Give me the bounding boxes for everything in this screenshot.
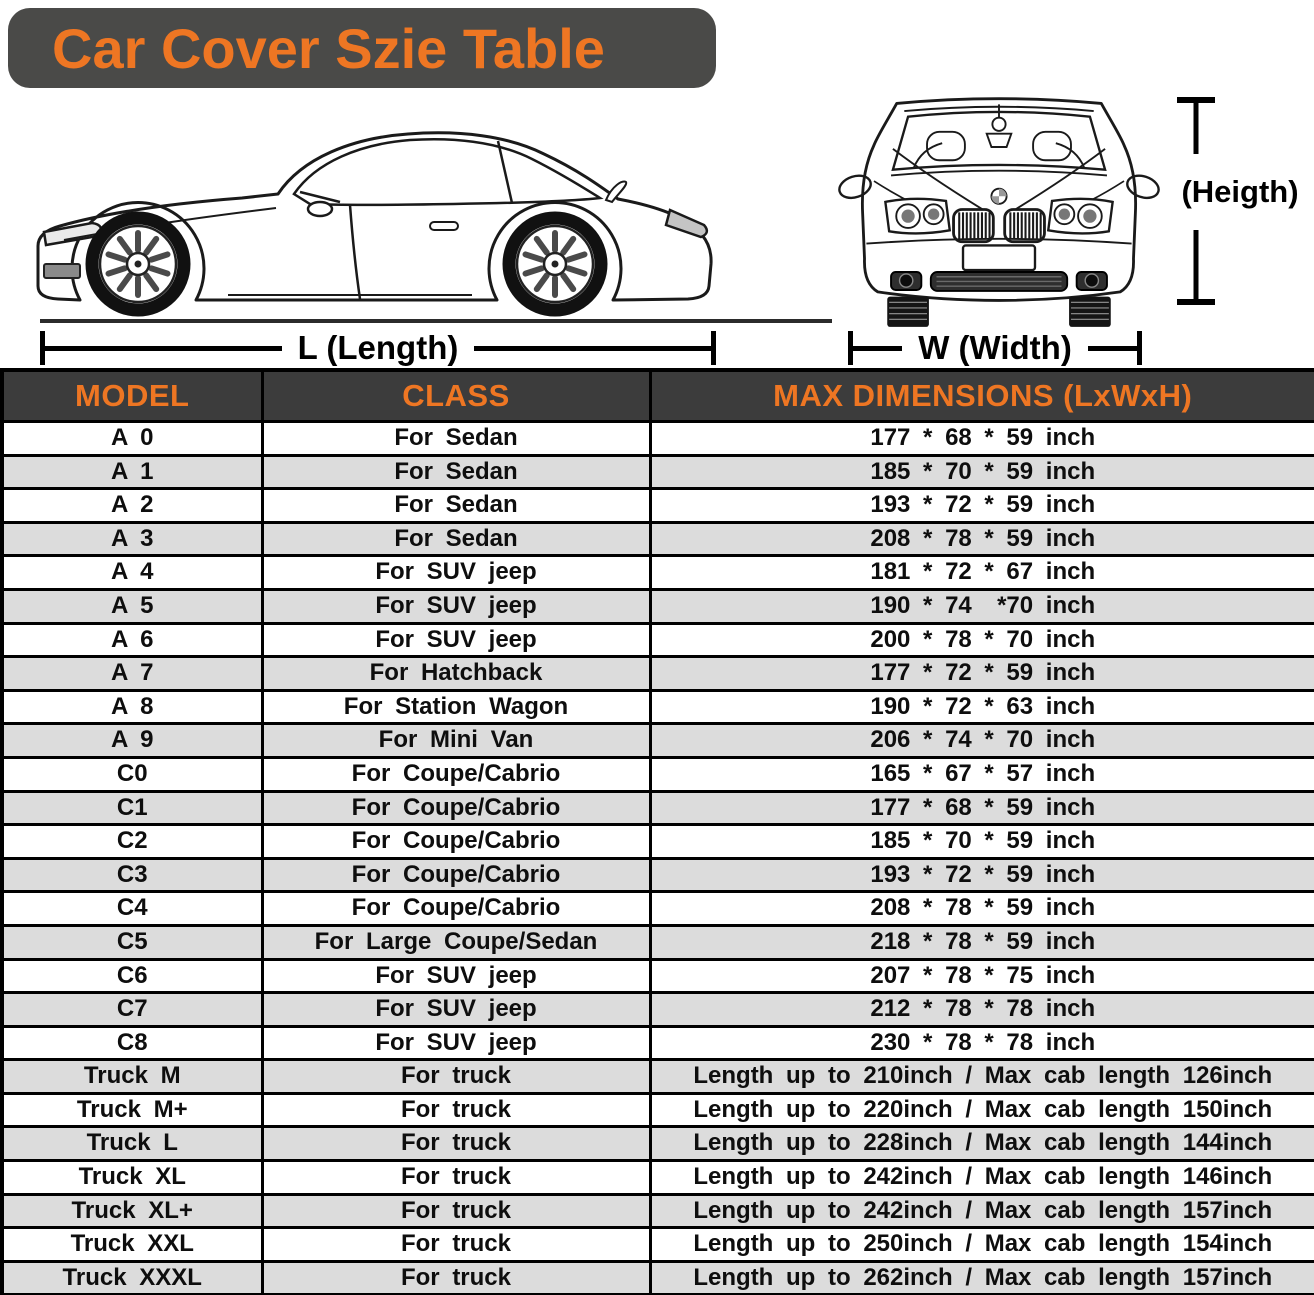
model-cell: C0 [2, 757, 262, 791]
col-header-dimensions: MAX DIMENSIONS (LxWxH) [650, 370, 1314, 422]
model-cell: Truck XL+ [2, 1194, 262, 1228]
model-cell: A 8 [2, 690, 262, 724]
table-row [2, 892, 1314, 926]
dimensions-cell: 185 * 70 * 59 inch [650, 455, 1314, 489]
model-cell: A 1 [2, 455, 262, 489]
class-cell: For truck [262, 1060, 650, 1094]
kidney-grille-icon [954, 210, 1045, 242]
table-row [2, 1060, 1314, 1094]
front-wheel-icon [92, 218, 184, 310]
height-dimension [1174, 96, 1306, 306]
table-row [2, 724, 1314, 758]
class-cell: For Station Wagon [262, 690, 650, 724]
dimension-line [1088, 346, 1137, 351]
dimensions-cell: 190 * 74 *70 inch [650, 589, 1314, 623]
table-row [2, 455, 1314, 489]
table-row [2, 757, 1314, 791]
table-row [2, 657, 1314, 691]
page-title: Car Cover Szie Table [52, 16, 605, 80]
class-cell: For SUV jeep [262, 556, 650, 590]
class-cell: For Coupe/Cabrio [262, 757, 650, 791]
model-cell: A 2 [2, 489, 262, 523]
dimensions-cell: Length up to 242inch / Max cab length 146inch [650, 1161, 1314, 1195]
right-headlight-icon [1048, 199, 1112, 234]
model-cell: A 3 [2, 522, 262, 556]
dimensions-cell: 177 * 72 * 59 inch [650, 657, 1314, 691]
length-label: L (Length) [297, 329, 459, 366]
left-headlight-icon [885, 199, 949, 234]
left-mirror-icon [838, 172, 874, 202]
dimensions-cell: 206 * 74 * 70 inch [650, 724, 1314, 758]
height-bottom-tick-icon [1174, 230, 1218, 306]
class-cell: For Mini Van [262, 724, 650, 758]
class-cell: For SUV jeep [262, 993, 650, 1027]
rearview-mirror-icon [987, 134, 1012, 147]
table-row [2, 623, 1314, 657]
class-cell: For Large Coupe/Sedan [262, 925, 650, 959]
model-cell: A 0 [2, 422, 262, 456]
dimensions-cell: 218 * 78 * 59 inch [650, 925, 1314, 959]
model-cell: A 6 [2, 623, 262, 657]
table-row [2, 489, 1314, 523]
model-cell: Truck XL [2, 1161, 262, 1195]
model-cell: C6 [2, 959, 262, 993]
dimension-tick [711, 331, 716, 365]
class-cell: For SUV jeep [262, 623, 650, 657]
side-mirror-icon [308, 202, 332, 216]
model-cell: C5 [2, 925, 262, 959]
table-row [2, 1261, 1314, 1295]
model-cell: A 9 [2, 724, 262, 758]
dimensions-cell: 230 * 78 * 78 inch [650, 1026, 1314, 1060]
model-cell: C4 [2, 892, 262, 926]
class-cell: For truck [262, 1261, 650, 1295]
table-row [2, 1228, 1314, 1262]
class-cell: For SUV jeep [262, 589, 650, 623]
dimensions-cell: 177 * 68 * 59 inch [650, 422, 1314, 456]
model-cell: A 4 [2, 556, 262, 590]
dimensions-cell: 193 * 72 * 59 inch [650, 858, 1314, 892]
class-cell: For SUV jeep [262, 1026, 650, 1060]
table-row [2, 858, 1314, 892]
table-row [2, 556, 1314, 590]
license-plate-icon [963, 245, 1035, 270]
class-cell: For Coupe/Cabrio [262, 825, 650, 859]
table-row [2, 1161, 1314, 1195]
model-cell: C8 [2, 1026, 262, 1060]
dimensions-cell: 181 * 72 * 67 inch [650, 556, 1314, 590]
dimensions-cell: 212 * 78 * 78 inch [650, 993, 1314, 1027]
table-row [2, 522, 1314, 556]
class-cell: For Coupe/Cabrio [262, 858, 650, 892]
dimensions-cell: Length up to 220inch / Max cab length 150inch [650, 1093, 1314, 1127]
class-cell: For Sedan [262, 422, 650, 456]
class-cell: For Hatchback [262, 657, 650, 691]
class-cell: For Sedan [262, 455, 650, 489]
dimensions-cell: 190 * 72 * 63 inch [650, 690, 1314, 724]
title-banner [8, 8, 716, 88]
class-cell: For Sedan [262, 522, 650, 556]
size-diagram [0, 88, 1314, 368]
model-cell: A 5 [2, 589, 262, 623]
taillight-icon [666, 210, 707, 237]
class-cell: For truck [262, 1161, 650, 1195]
class-cell: For truck [262, 1093, 650, 1127]
dimensions-cell: Length up to 210inch / Max cab length 126inch [650, 1060, 1314, 1094]
model-cell: Truck L [2, 1127, 262, 1161]
class-cell: For truck [262, 1228, 650, 1262]
model-cell: C3 [2, 858, 262, 892]
right-mirror-icon [1124, 172, 1160, 202]
car-side-view-icon [28, 108, 728, 324]
class-cell: For Coupe/Cabrio [262, 892, 650, 926]
model-cell: Truck XXL [2, 1228, 262, 1262]
dimensions-cell: 207 * 78 * 75 inch [650, 959, 1314, 993]
dimensions-cell: Length up to 228inch / Max cab length 144inch [650, 1127, 1314, 1161]
size-table [0, 368, 1314, 1295]
table-row [2, 825, 1314, 859]
dimensions-cell: 193 * 72 * 59 inch [650, 489, 1314, 523]
table-row [2, 1127, 1314, 1161]
table-row [2, 791, 1314, 825]
table-row [2, 959, 1314, 993]
height-top-tick-icon [1174, 96, 1218, 154]
door-handle-icon [430, 222, 458, 230]
dimension-line [474, 346, 711, 351]
dimensions-cell: 177 * 68 * 59 inch [650, 791, 1314, 825]
car-front-view-icon [838, 90, 1160, 329]
table-row [2, 422, 1314, 456]
model-cell: C1 [2, 791, 262, 825]
class-cell: For SUV jeep [262, 959, 650, 993]
class-cell: For Coupe/Cabrio [262, 791, 650, 825]
rear-wheel-icon [509, 218, 601, 310]
dimensions-cell: 185 * 70 * 59 inch [650, 825, 1314, 859]
table-row [2, 690, 1314, 724]
ground-line [40, 319, 832, 323]
class-cell: For truck [262, 1127, 650, 1161]
width-label: W (Width) [918, 329, 1072, 366]
dimensions-cell: 208 * 78 * 59 inch [650, 522, 1314, 556]
table-row [2, 589, 1314, 623]
dimensions-cell: Length up to 250inch / Max cab length 154inch [650, 1228, 1314, 1262]
length-dimension [40, 330, 716, 366]
height-label: (Heigth) [1181, 174, 1299, 209]
dimensions-cell: Length up to 262inch / Max cab length 157inch [650, 1261, 1314, 1295]
model-cell: C7 [2, 993, 262, 1027]
dimensions-cell: 165 * 67 * 57 inch [650, 757, 1314, 791]
dimension-line [853, 346, 902, 351]
model-cell: Truck M [2, 1060, 262, 1094]
dimensions-cell: Length up to 242inch / Max cab length 157inch [650, 1194, 1314, 1228]
dimension-tick [1137, 331, 1142, 365]
table-row [2, 1194, 1314, 1228]
class-cell: For Sedan [262, 489, 650, 523]
table-row [2, 1026, 1314, 1060]
width-dimension [848, 330, 1142, 366]
dimensions-cell: 200 * 78 * 70 inch [650, 623, 1314, 657]
col-header-class: CLASS [262, 370, 650, 422]
col-header-model: MODEL [2, 370, 262, 422]
table-row [2, 925, 1314, 959]
model-cell: A 7 [2, 657, 262, 691]
model-cell: C2 [2, 825, 262, 859]
class-cell: For truck [262, 1194, 650, 1228]
table-row [2, 993, 1314, 1027]
model-cell: Truck XXXL [2, 1261, 262, 1295]
model-cell: Truck M+ [2, 1093, 262, 1127]
table-row [2, 1093, 1314, 1127]
dimensions-cell: 208 * 78 * 59 inch [650, 892, 1314, 926]
table-header-row [2, 370, 1314, 422]
dimension-line [45, 346, 282, 351]
